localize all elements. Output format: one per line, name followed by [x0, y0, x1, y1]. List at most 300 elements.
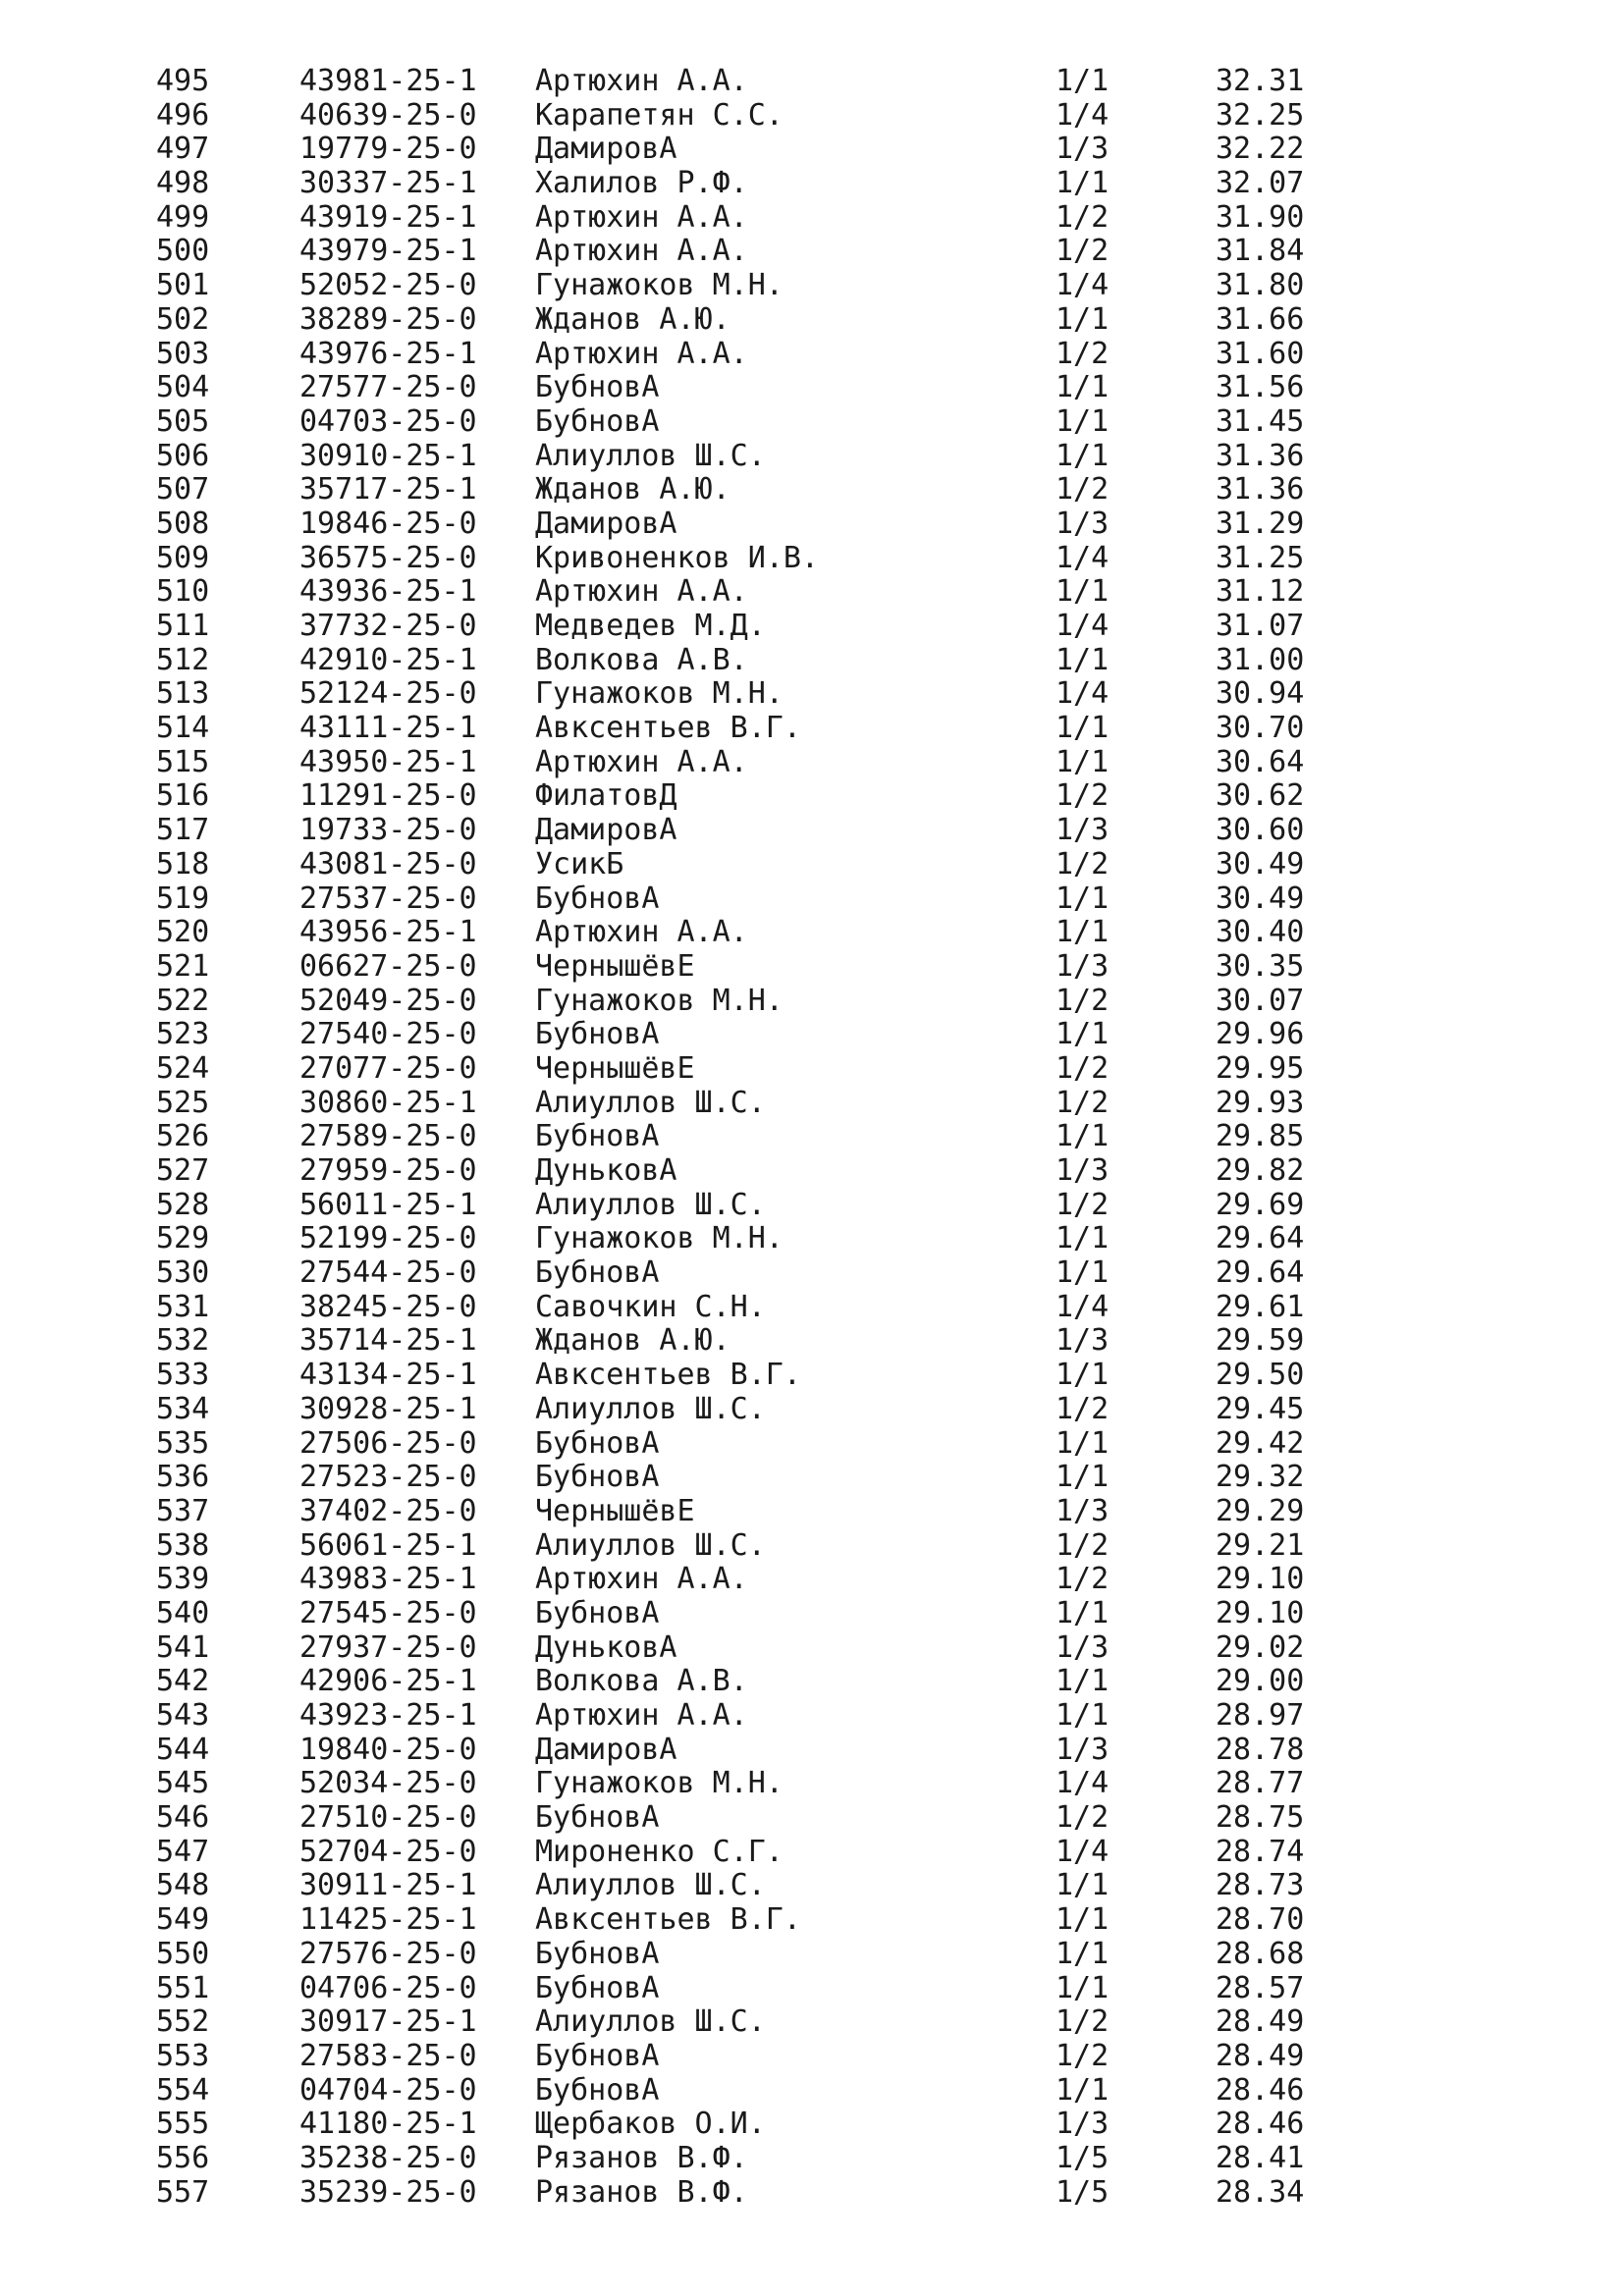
row-number-cell: 505	[156, 403, 210, 439]
row-number-cell: 542	[156, 1664, 210, 1699]
row-number-cell: 548	[156, 1868, 210, 1903]
entry-id-cell: 43983-25-1	[299, 1562, 477, 1597]
fraction-cell: 1/1	[1056, 1460, 1110, 1495]
score-value-cell: 30.40	[1216, 915, 1305, 950]
entry-id-cell: 43981-25-1	[299, 64, 477, 98]
results-table	[0, 65, 1624, 2210]
row-number-cell: 529	[156, 1221, 210, 1256]
table-row	[156, 1529, 1624, 1564]
score-value-cell: 29.59	[1216, 1323, 1305, 1359]
table-row	[156, 507, 1624, 542]
score-value-cell: 29.64	[1216, 1221, 1305, 1256]
fraction-cell: 1/2	[1056, 1085, 1110, 1120]
entry-id-cell: 19733-25-0	[299, 813, 477, 848]
score-value-cell: 29.21	[1216, 1527, 1305, 1563]
entry-id-cell: 43976-25-1	[299, 336, 477, 371]
row-number-cell: 506	[156, 438, 210, 473]
table-row	[156, 371, 1624, 405]
fraction-cell: 1/2	[1056, 336, 1110, 371]
score-value-cell: 31.25	[1216, 540, 1305, 575]
table-row	[156, 1052, 1624, 1087]
table-row	[156, 1189, 1624, 1223]
table-row	[156, 2176, 1624, 2211]
row-number-cell: 547	[156, 1834, 210, 1869]
row-number-cell: 495	[156, 64, 210, 98]
entry-id-cell: 43936-25-1	[299, 574, 477, 610]
participant-name-cell: Рязанов В.Ф.	[535, 2140, 748, 2175]
fraction-cell: 1/2	[1056, 1187, 1110, 1222]
table-row	[156, 65, 1624, 99]
participant-name-cell: Гунажоков М.Н.	[535, 676, 784, 712]
participant-name-cell: Алиуллов Ш.С.	[535, 1085, 766, 1120]
table-row	[156, 1427, 1624, 1462]
entry-id-cell: 42910-25-1	[299, 642, 477, 677]
fraction-cell: 1/2	[1056, 234, 1110, 269]
table-row	[156, 1938, 1624, 1972]
table-row	[156, 814, 1624, 848]
entry-id-cell: 35239-25-0	[299, 2174, 477, 2210]
table-row	[156, 1597, 1624, 1631]
entry-id-cell: 27545-25-0	[299, 1595, 477, 1630]
score-value-cell: 28.75	[1216, 1800, 1305, 1836]
fraction-cell: 1/1	[1056, 1970, 1110, 2005]
participant-name-cell: УсикБ	[535, 846, 624, 881]
row-number-cell: 528	[156, 1187, 210, 1222]
participant-name-cell: ЧернышёвЕ	[535, 1050, 695, 1086]
fraction-cell: 1/1	[1056, 166, 1110, 201]
row-number-cell: 515	[156, 744, 210, 779]
participant-name-cell: ДамировА	[535, 132, 677, 167]
score-value-cell: 29.85	[1216, 1119, 1305, 1154]
fraction-cell: 1/1	[1056, 1595, 1110, 1630]
participant-name-cell: Мироненко С.Г.	[535, 1834, 784, 1869]
table-row	[156, 848, 1624, 882]
fraction-cell: 1/1	[1056, 1425, 1110, 1461]
score-value-cell: 29.64	[1216, 1255, 1305, 1291]
participant-name-cell: ЧернышёвЕ	[535, 1493, 695, 1528]
fraction-cell: 1/1	[1056, 438, 1110, 473]
fraction-cell: 1/2	[1056, 199, 1110, 235]
row-number-cell: 536	[156, 1460, 210, 1495]
fraction-cell: 1/1	[1056, 2072, 1110, 2108]
table-row	[156, 2074, 1624, 2109]
table-row	[156, 473, 1624, 507]
fraction-cell: 1/2	[1056, 846, 1110, 881]
fraction-cell: 1/2	[1056, 1391, 1110, 1426]
row-number-cell: 544	[156, 1732, 210, 1767]
fraction-cell: 1/1	[1056, 1664, 1110, 1699]
entry-id-cell: 37732-25-0	[299, 609, 477, 643]
table-row	[156, 575, 1624, 610]
table-row	[156, 1120, 1624, 1154]
entry-id-cell: 27510-25-0	[299, 1800, 477, 1836]
score-value-cell: 31.90	[1216, 199, 1305, 235]
score-value-cell: 31.66	[1216, 301, 1305, 337]
participant-name-cell: Карапетян С.С.	[535, 97, 784, 133]
score-value-cell: 31.29	[1216, 506, 1305, 541]
row-number-cell: 504	[156, 370, 210, 405]
entry-id-cell: 27577-25-0	[299, 370, 477, 405]
participant-name-cell: БубновА	[535, 1017, 660, 1052]
entry-id-cell: 36575-25-0	[299, 540, 477, 575]
participant-name-cell: ДуньковА	[535, 1153, 677, 1188]
score-value-cell: 29.95	[1216, 1050, 1305, 1086]
participant-name-cell: Алиуллов Ш.С.	[535, 1391, 766, 1426]
score-value-cell: 30.62	[1216, 778, 1305, 814]
participant-name-cell: ДамировА	[535, 813, 677, 848]
row-number-cell: 554	[156, 2072, 210, 2108]
table-row	[156, 1836, 1624, 1870]
entry-id-cell: 30928-25-1	[299, 1391, 477, 1426]
score-value-cell: 31.80	[1216, 268, 1305, 303]
fraction-cell: 1/2	[1056, 2038, 1110, 2073]
participant-name-cell: БубновА	[535, 1595, 660, 1630]
row-number-cell: 537	[156, 1493, 210, 1528]
table-row	[156, 1393, 1624, 1427]
participant-name-cell: БубновА	[535, 881, 660, 916]
entry-id-cell: 30860-25-1	[299, 1085, 477, 1120]
participant-name-cell: БубновА	[535, 1460, 660, 1495]
fraction-cell: 1/5	[1056, 2140, 1110, 2175]
participant-name-cell: Щербаков О.И.	[535, 2107, 766, 2142]
row-number-cell: 533	[156, 1358, 210, 1393]
score-value-cell: 28.57	[1216, 1970, 1305, 2005]
row-number-cell: 557	[156, 2174, 210, 2210]
score-value-cell: 29.29	[1216, 1493, 1305, 1528]
entry-id-cell: 06627-25-0	[299, 948, 477, 984]
row-number-cell: 552	[156, 2004, 210, 2040]
table-row	[156, 1869, 1624, 1903]
table-row	[156, 1256, 1624, 1291]
entry-id-cell: 27544-25-0	[299, 1255, 477, 1291]
entry-id-cell: 19779-25-0	[299, 132, 477, 167]
entry-id-cell: 43919-25-1	[299, 199, 477, 235]
entry-id-cell: 27537-25-0	[299, 881, 477, 916]
entry-id-cell: 19846-25-0	[299, 506, 477, 541]
row-number-cell: 511	[156, 609, 210, 643]
fraction-cell: 1/4	[1056, 1289, 1110, 1324]
table-row	[156, 99, 1624, 133]
fraction-cell: 1/3	[1056, 1323, 1110, 1359]
table-row	[156, 1563, 1624, 1597]
participant-name-cell: Артюхин А.А.	[535, 915, 748, 950]
participant-name-cell: БубновА	[535, 1800, 660, 1836]
score-value-cell: 28.68	[1216, 1936, 1305, 1971]
row-number-cell: 516	[156, 778, 210, 814]
row-number-cell: 549	[156, 1902, 210, 1938]
entry-id-cell: 43081-25-0	[299, 846, 477, 881]
row-number-cell: 534	[156, 1391, 210, 1426]
row-number-cell: 520	[156, 915, 210, 950]
participant-name-cell: Халилов Р.Ф.	[535, 166, 748, 201]
entry-id-cell: 04703-25-0	[299, 403, 477, 439]
entry-id-cell: 43979-25-1	[299, 234, 477, 269]
fraction-cell: 1/1	[1056, 1119, 1110, 1154]
participant-name-cell: БубновА	[535, 2072, 660, 2108]
entry-id-cell: 30917-25-1	[299, 2004, 477, 2040]
table-row	[156, 405, 1624, 440]
row-number-cell: 545	[156, 1766, 210, 1801]
score-value-cell: 28.74	[1216, 1834, 1305, 1869]
entry-id-cell: 27937-25-0	[299, 1629, 477, 1665]
fraction-cell: 1/2	[1056, 1562, 1110, 1597]
score-value-cell: 29.69	[1216, 1187, 1305, 1222]
fraction-cell: 1/4	[1056, 268, 1110, 303]
row-number-cell: 531	[156, 1289, 210, 1324]
score-value-cell: 31.45	[1216, 403, 1305, 439]
row-number-cell: 503	[156, 336, 210, 371]
score-value-cell: 29.10	[1216, 1595, 1305, 1630]
row-number-cell: 523	[156, 1017, 210, 1052]
fraction-cell: 1/3	[1056, 1732, 1110, 1767]
table-row	[156, 985, 1624, 1019]
entry-id-cell: 35238-25-0	[299, 2140, 477, 2175]
fraction-cell: 1/2	[1056, 1050, 1110, 1086]
table-row	[156, 950, 1624, 985]
fraction-cell: 1/1	[1056, 1902, 1110, 1938]
fraction-cell: 1/1	[1056, 881, 1110, 916]
score-value-cell: 28.49	[1216, 2038, 1305, 2073]
row-number-cell: 535	[156, 1425, 210, 1461]
entry-id-cell: 52124-25-0	[299, 676, 477, 712]
participant-name-cell: Гунажоков М.Н.	[535, 268, 784, 303]
row-number-cell: 509	[156, 540, 210, 575]
table-row	[156, 610, 1624, 644]
table-row	[156, 1461, 1624, 1495]
table-row	[156, 779, 1624, 814]
entry-id-cell: 43956-25-1	[299, 915, 477, 950]
entry-id-cell: 56011-25-1	[299, 1187, 477, 1222]
entry-id-cell: 04704-25-0	[299, 2072, 477, 2108]
participant-name-cell: Гунажоков М.Н.	[535, 983, 784, 1018]
row-number-cell: 540	[156, 1595, 210, 1630]
table-row	[156, 916, 1624, 950]
participant-name-cell: Артюхин А.А.	[535, 336, 748, 371]
participant-name-cell: Авксентьев В.Г.	[535, 1902, 801, 1938]
entry-id-cell: 43923-25-1	[299, 1698, 477, 1733]
table-row	[156, 133, 1624, 167]
table-row	[156, 542, 1624, 576]
table-row	[156, 712, 1624, 746]
fraction-cell: 1/1	[1056, 574, 1110, 610]
score-value-cell: 31.60	[1216, 336, 1305, 371]
score-value-cell: 28.46	[1216, 2107, 1305, 2142]
fraction-cell: 1/3	[1056, 1629, 1110, 1665]
row-number-cell: 530	[156, 1255, 210, 1291]
fraction-cell: 1/3	[1056, 948, 1110, 984]
score-value-cell: 29.00	[1216, 1664, 1305, 1699]
entry-id-cell: 41180-25-1	[299, 2107, 477, 2142]
table-row	[156, 1665, 1624, 1699]
fraction-cell: 1/2	[1056, 1800, 1110, 1836]
fraction-cell: 1/2	[1056, 778, 1110, 814]
table-row	[156, 1699, 1624, 1734]
table-row	[156, 644, 1624, 678]
table-row	[156, 1767, 1624, 1801]
fraction-cell: 1/2	[1056, 983, 1110, 1018]
score-value-cell: 32.07	[1216, 166, 1305, 201]
fraction-cell: 1/1	[1056, 1255, 1110, 1291]
score-value-cell: 29.61	[1216, 1289, 1305, 1324]
participant-name-cell: Авксентьев В.Г.	[535, 1358, 801, 1393]
entry-id-cell: 19840-25-0	[299, 1732, 477, 1767]
participant-name-cell: ДамировА	[535, 1732, 677, 1767]
table-row	[156, 1972, 1624, 2006]
entry-id-cell: 11291-25-0	[299, 778, 477, 814]
fraction-cell: 1/1	[1056, 1017, 1110, 1052]
table-row	[156, 303, 1624, 338]
row-number-cell: 499	[156, 199, 210, 235]
table-row	[156, 1495, 1624, 1529]
table-row	[156, 1291, 1624, 1325]
row-number-cell: 517	[156, 813, 210, 848]
score-value-cell: 30.70	[1216, 711, 1305, 746]
row-number-cell: 539	[156, 1562, 210, 1597]
participant-name-cell: Артюхин А.А.	[535, 199, 748, 235]
fraction-cell: 1/1	[1056, 642, 1110, 677]
score-value-cell: 29.96	[1216, 1017, 1305, 1052]
participant-name-cell: ЧернышёвЕ	[535, 948, 695, 984]
score-value-cell: 31.00	[1216, 642, 1305, 677]
participant-name-cell: Кривоненков И.В.	[535, 540, 819, 575]
row-number-cell: 556	[156, 2140, 210, 2175]
row-number-cell: 508	[156, 506, 210, 541]
entry-id-cell: 30911-25-1	[299, 1868, 477, 1903]
table-row	[156, 235, 1624, 269]
entry-id-cell: 43950-25-1	[299, 744, 477, 779]
fraction-cell: 1/3	[1056, 1493, 1110, 1528]
fraction-cell: 1/3	[1056, 506, 1110, 541]
participant-name-cell: БубновА	[535, 1970, 660, 2005]
entry-id-cell: 52704-25-0	[299, 1834, 477, 1869]
table-row	[156, 1801, 1624, 1836]
score-value-cell: 30.49	[1216, 881, 1305, 916]
participant-name-cell: БубновА	[535, 1119, 660, 1154]
table-row	[156, 1154, 1624, 1189]
entry-id-cell: 42906-25-1	[299, 1664, 477, 1699]
fraction-cell: 1/4	[1056, 676, 1110, 712]
row-number-cell: 500	[156, 234, 210, 269]
score-value-cell: 28.77	[1216, 1766, 1305, 1801]
entry-id-cell: 38289-25-0	[299, 301, 477, 337]
score-value-cell: 30.94	[1216, 676, 1305, 712]
fraction-cell: 1/1	[1056, 64, 1110, 98]
row-number-cell: 551	[156, 1970, 210, 2005]
score-value-cell: 30.60	[1216, 813, 1305, 848]
table-row	[156, 1222, 1624, 1256]
row-number-cell: 532	[156, 1323, 210, 1359]
entry-id-cell: 56061-25-1	[299, 1527, 477, 1563]
score-value-cell: 29.82	[1216, 1153, 1305, 1188]
fraction-cell: 1/3	[1056, 2107, 1110, 2142]
participant-name-cell: Алиуллов Ш.С.	[535, 438, 766, 473]
fraction-cell: 1/4	[1056, 1834, 1110, 1869]
row-number-cell: 518	[156, 846, 210, 881]
row-number-cell: 521	[156, 948, 210, 984]
entry-id-cell: 27506-25-0	[299, 1425, 477, 1461]
participant-name-cell: Алиуллов Ш.С.	[535, 1868, 766, 1903]
participant-name-cell: Алиуллов Ш.С.	[535, 1527, 766, 1563]
fraction-cell: 1/1	[1056, 370, 1110, 405]
fraction-cell: 1/1	[1056, 301, 1110, 337]
document-page	[0, 65, 1624, 2210]
entry-id-cell: 52199-25-0	[299, 1221, 477, 1256]
fraction-cell: 1/3	[1056, 1153, 1110, 1188]
row-number-cell: 514	[156, 711, 210, 746]
entry-id-cell: 40639-25-0	[299, 97, 477, 133]
table-row	[156, 677, 1624, 712]
score-value-cell: 28.49	[1216, 2004, 1305, 2040]
fraction-cell: 1/1	[1056, 1221, 1110, 1256]
score-value-cell: 28.70	[1216, 1902, 1305, 1938]
participant-name-cell: Артюхин А.А.	[535, 574, 748, 610]
score-value-cell: 29.02	[1216, 1629, 1305, 1665]
table-row	[156, 2005, 1624, 2040]
fraction-cell: 1/1	[1056, 1358, 1110, 1393]
row-number-cell: 522	[156, 983, 210, 1018]
table-row	[156, 882, 1624, 917]
table-row	[156, 2040, 1624, 2074]
participant-name-cell: Гунажоков М.Н.	[535, 1766, 784, 1801]
fraction-cell: 1/1	[1056, 403, 1110, 439]
score-value-cell: 28.41	[1216, 2140, 1305, 2175]
entry-id-cell: 27523-25-0	[299, 1460, 477, 1495]
table-row	[156, 338, 1624, 372]
participant-name-cell: БубновА	[535, 1425, 660, 1461]
fraction-cell: 1/3	[1056, 132, 1110, 167]
score-value-cell: 30.35	[1216, 948, 1305, 984]
fraction-cell: 1/1	[1056, 1868, 1110, 1903]
fraction-cell: 1/1	[1056, 711, 1110, 746]
entry-id-cell: 30910-25-1	[299, 438, 477, 473]
participant-name-cell: Волкова А.В.	[535, 642, 748, 677]
entry-id-cell: 27959-25-0	[299, 1153, 477, 1188]
row-number-cell: 543	[156, 1698, 210, 1733]
fraction-cell: 1/2	[1056, 1527, 1110, 1563]
score-value-cell: 30.49	[1216, 846, 1305, 881]
row-number-cell: 519	[156, 881, 210, 916]
entry-id-cell: 38245-25-0	[299, 1289, 477, 1324]
participant-name-cell: БубновА	[535, 370, 660, 405]
entry-id-cell: 27540-25-0	[299, 1017, 477, 1052]
score-value-cell: 30.07	[1216, 983, 1305, 1018]
participant-name-cell: Гунажоков М.Н.	[535, 1221, 784, 1256]
entry-id-cell: 04706-25-0	[299, 1970, 477, 2005]
entry-id-cell: 27576-25-0	[299, 1936, 477, 1971]
row-number-cell: 525	[156, 1085, 210, 1120]
score-value-cell: 28.46	[1216, 2072, 1305, 2108]
fraction-cell: 1/2	[1056, 2004, 1110, 2040]
table-row	[156, 1087, 1624, 1121]
score-value-cell: 31.36	[1216, 438, 1305, 473]
entry-id-cell: 35714-25-1	[299, 1323, 477, 1359]
fraction-cell: 1/5	[1056, 2174, 1110, 2210]
score-value-cell: 29.32	[1216, 1460, 1305, 1495]
row-number-cell: 501	[156, 268, 210, 303]
entry-id-cell: 27583-25-0	[299, 2038, 477, 2073]
row-number-cell: 507	[156, 472, 210, 507]
table-row	[156, 1018, 1624, 1052]
participant-name-cell: Артюхин А.А.	[535, 1698, 748, 1733]
row-number-cell: 553	[156, 2038, 210, 2073]
entry-id-cell: 52049-25-0	[299, 983, 477, 1018]
participant-name-cell: Рязанов В.Ф.	[535, 2174, 748, 2210]
table-row	[156, 2108, 1624, 2142]
participant-name-cell: Медведев М.Д.	[535, 609, 766, 643]
participant-name-cell: Артюхин А.А.	[535, 64, 748, 98]
fraction-cell: 1/1	[1056, 915, 1110, 950]
row-number-cell: 496	[156, 97, 210, 133]
